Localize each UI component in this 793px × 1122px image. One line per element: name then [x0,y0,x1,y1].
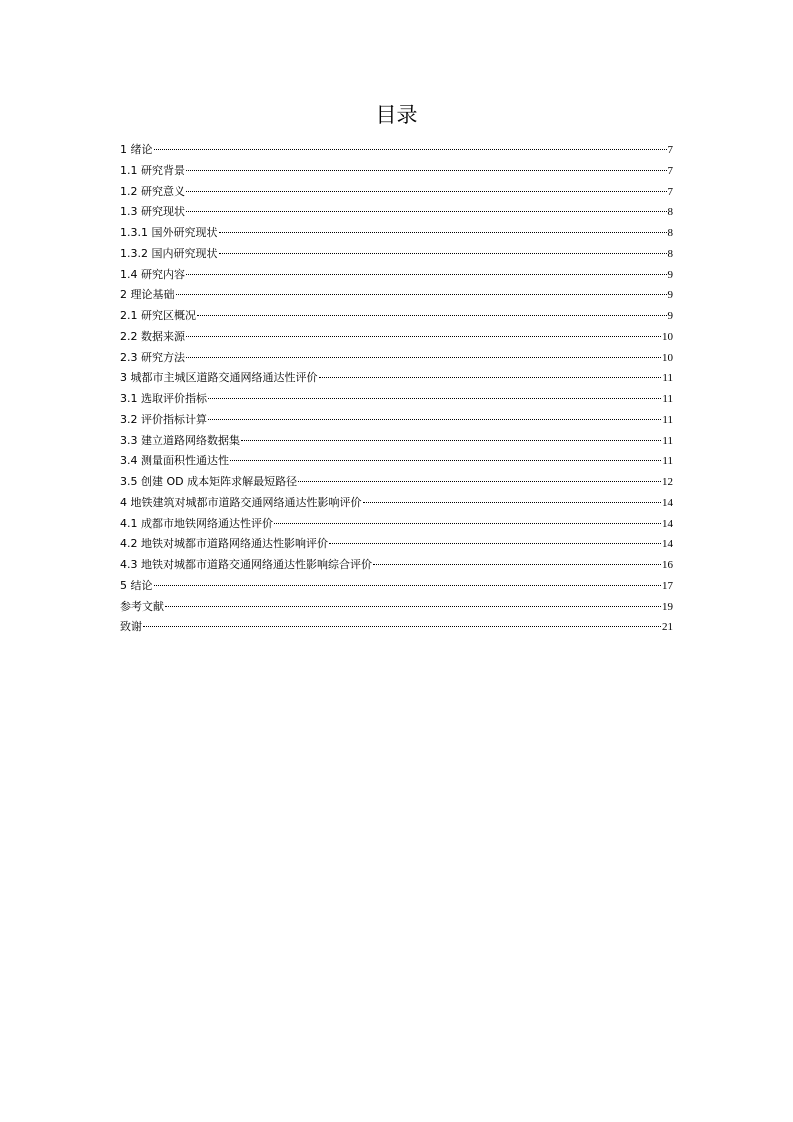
dot-leader [143,626,661,627]
toc-entry-label: 1.4 研究内容 [120,267,185,281]
toc-entry-label: 3.5 创建 OD 成本矩阵求解最短路径 [120,475,298,488]
toc-entry-label: 3.4 测量面积性通达性 [120,454,229,468]
toc-entry-page: 9 [667,268,673,281]
dot-leader [241,440,661,441]
toc-entry-page: 7 [667,185,673,198]
dot-leader [319,377,662,378]
toc-entry-label: 2 理论基础 [120,288,175,302]
toc-entry[interactable] [120,285,673,306]
dot-leader [186,191,667,192]
toc-entry-label: 4.1 成都市地铁网络通达性评价 [120,516,273,530]
toc-entry-label: 4.2 地铁对城都市道路网络通达性影响评价 [120,537,328,551]
dot-leader [186,170,667,171]
toc-entry[interactable] [120,514,673,535]
toc-entry-page: 8 [667,206,673,219]
toc-entry-page: 7 [667,144,673,156]
dot-leader [165,606,661,607]
toc-entry-label: 4.3 地铁对城都市道路交通网络通达性影响综合评价 [120,558,372,571]
toc-entry-label: 2.1 研究区概况 [120,309,196,322]
toc-entry-label: 1.3.2 国内研究现状 [120,246,218,260]
toc-entry-label: 2.2 数据来源 [120,329,185,343]
toc-entry-label: 1.1 研究背景 [120,163,185,177]
toc-entry[interactable] [120,244,673,265]
toc-entry-page: 14 [662,517,673,530]
toc-entry[interactable] [120,306,673,327]
toc-entry[interactable] [120,182,673,203]
toc-entry-page: 9 [667,310,673,322]
toc-entry-page: 21 [662,621,673,634]
dot-leader [363,502,662,503]
page-title: 目录 [375,103,418,127]
toc-entry[interactable] [120,327,673,348]
dot-leader [219,232,667,233]
dot-leader [208,398,661,399]
toc-entry[interactable] [120,202,673,223]
toc-entry[interactable] [120,451,673,472]
toc-entry-page: 11 [662,372,673,385]
toc-entry-page: 10 [662,330,673,343]
toc-entry[interactable] [120,348,673,369]
dot-leader [329,543,661,544]
dot-leader [154,585,662,586]
toc-entry[interactable] [120,472,673,493]
dot-leader [186,274,667,275]
toc-entry-page: 11 [662,455,673,468]
dot-leader [186,211,667,212]
toc-entry-page: 11 [662,434,673,447]
toc-entry[interactable] [120,368,673,389]
toc-entry[interactable] [120,223,673,244]
toc-entry-page: 11 [662,393,673,405]
toc-entry-label: 3.2 评价指标计算 [120,412,207,426]
toc-entry-page: 10 [662,351,673,364]
dot-leader [208,419,661,420]
dot-leader [373,564,661,565]
toc-entry-label: 2.3 研究方法 [120,350,185,364]
dot-leader [298,481,661,482]
toc-entry-label: 1 绪论 [120,143,153,156]
toc-entry-page: 14 [662,538,673,551]
toc-entry-label: 3 城都市主城区道路交通网络通达性评价 [120,371,318,385]
toc-entry-label: 1.3 研究现状 [120,205,185,219]
toc-entry-label: 致谢 [120,620,142,634]
dot-leader [176,294,667,295]
dot-leader [274,523,661,524]
toc-entry-page: 11 [662,413,673,426]
toc-entry[interactable] [120,576,673,597]
toc-entry-label: 1.3.1 国外研究现状 [120,226,218,239]
toc-entry[interactable] [120,410,673,431]
toc-entry[interactable] [120,265,673,286]
toc-entry[interactable] [120,161,673,182]
toc-entry-label: 参考文献 [120,599,164,613]
toc-entry[interactable] [120,597,673,618]
toc-entry-label: 3.3 建立道路网络数据集 [120,433,240,447]
toc-entry[interactable] [120,389,673,410]
toc-entry-page: 8 [667,227,673,239]
toc-entry-page: 17 [662,579,673,592]
toc-entry-page: 12 [662,476,673,488]
toc-entry[interactable] [120,493,673,514]
toc-entry[interactable] [120,431,673,452]
toc-entry-label: 4 地铁建筑对城都市道路交通网络通达性影响评价 [120,495,362,509]
toc-entry-label: 1.2 研究意义 [120,184,185,198]
toc-entry-page: 9 [667,289,673,302]
toc-entry-label: 3.1 选取评价指标 [120,392,207,405]
toc-entry-page: 16 [662,559,673,571]
toc-entry-page: 14 [662,496,673,509]
dot-leader [186,357,661,358]
toc-entry-page: 8 [667,247,673,260]
toc-entry[interactable] [120,617,673,638]
table-of-contents [120,140,673,638]
dot-leader [197,315,667,316]
dot-leader [219,253,667,254]
dot-leader [154,149,667,150]
dot-leader [230,460,661,461]
toc-entry[interactable] [120,534,673,555]
dot-leader [186,336,661,337]
toc-entry-page: 19 [662,600,673,613]
toc-entry-label: 5 结论 [120,578,153,592]
toc-entry[interactable] [120,555,673,576]
toc-entry-page: 7 [667,164,673,177]
toc-entry[interactable] [120,140,673,161]
